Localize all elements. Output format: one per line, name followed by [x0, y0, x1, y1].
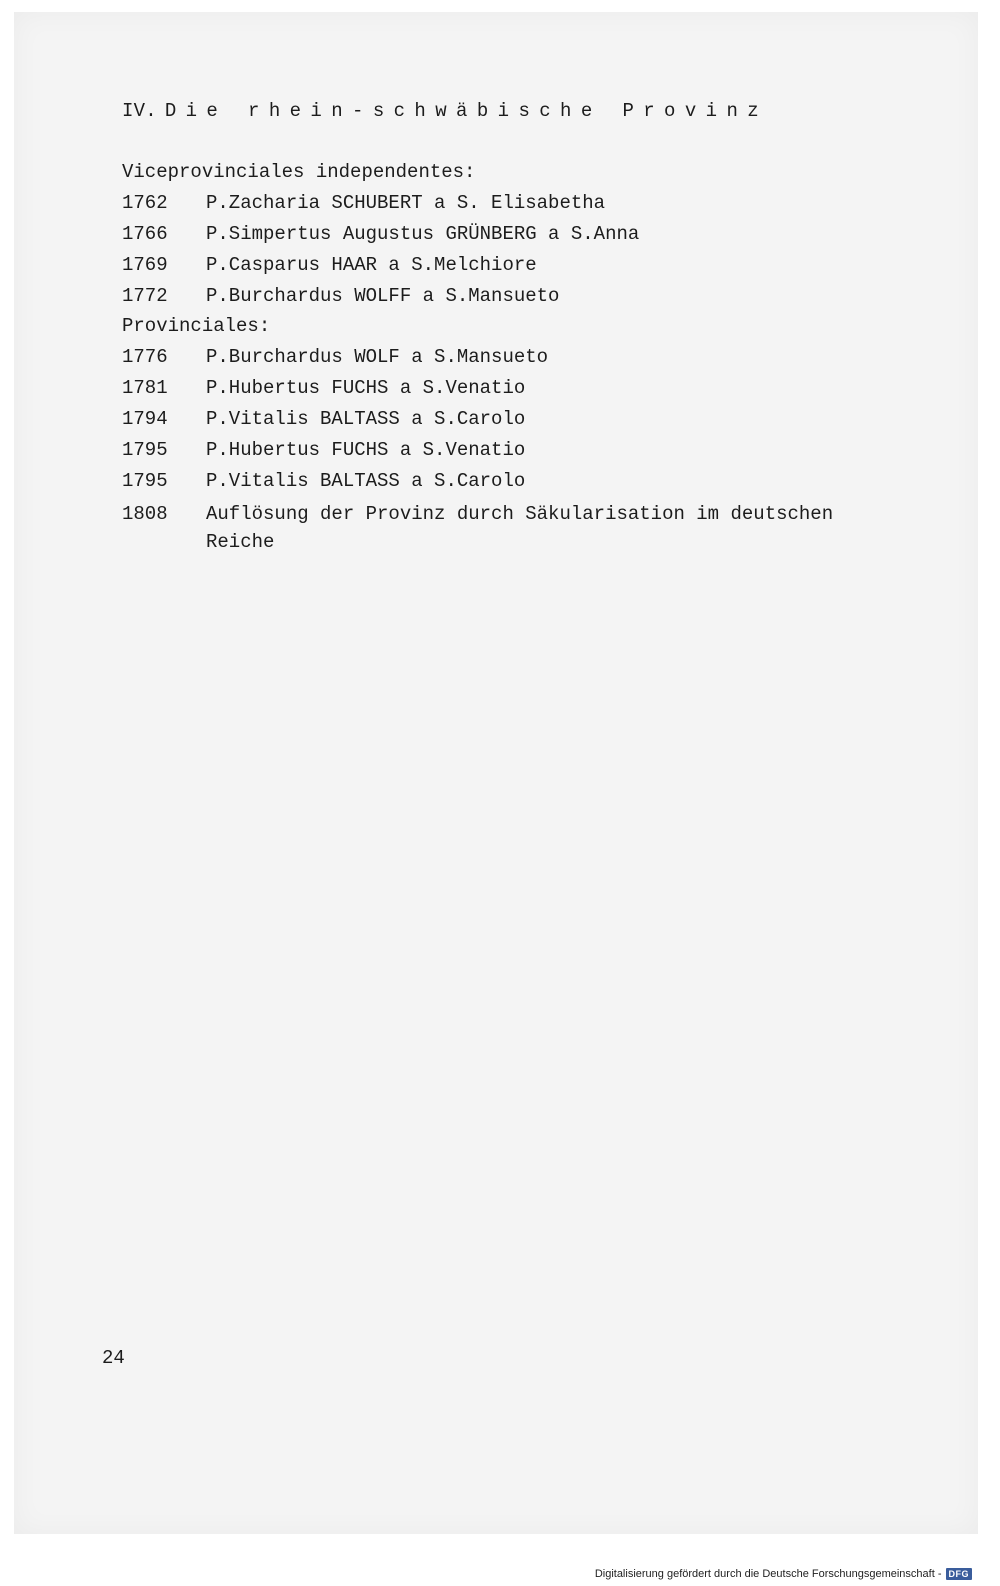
- entry-name: P.Burchardus WOLF a S.Mansueto: [206, 346, 549, 368]
- entry-name: P.Burchardus WOLFF a S.Mansueto: [206, 285, 560, 307]
- entry-name: P.Vitalis BALTASS a S.Carolo: [206, 408, 526, 430]
- list-item: [122, 254, 537, 276]
- heading-title: Die rhein-schwäbische Provinz: [164, 100, 769, 122]
- entry-year: 1781: [122, 377, 168, 399]
- heading-numeral: IV.: [122, 100, 157, 122]
- entry-year: 1769: [122, 254, 168, 276]
- entry-year: 1776: [122, 346, 168, 368]
- list-item: [122, 408, 525, 430]
- entry-year: 1794: [122, 408, 168, 430]
- entry-year: 1808: [122, 503, 168, 525]
- list-item: [122, 285, 559, 307]
- digitization-credit: [595, 1568, 972, 1580]
- list-item: [122, 470, 525, 492]
- list-item: [122, 503, 833, 525]
- entry-name: Auflösung der Provinz durch Säkularisation im deutschen: [206, 503, 834, 525]
- entry-year: 1762: [122, 192, 168, 214]
- section-label-provinciales: Provinciales:: [122, 315, 271, 337]
- entry-name: P.Hubertus FUCHS a S.Venatio: [206, 439, 526, 461]
- page-number: 24: [102, 1347, 125, 1369]
- list-item: [122, 192, 605, 214]
- entry-name: P.Vitalis BALTASS a S.Carolo: [206, 470, 526, 492]
- entry-year: 1766: [122, 223, 168, 245]
- entry-year: 1795: [122, 439, 168, 461]
- list-item: [122, 346, 548, 368]
- list-item: [122, 377, 525, 399]
- list-item: [122, 439, 525, 461]
- credit-text: Digitalisierung gefördert durch die Deutsche Forschungsgemeinschaft -: [594, 1568, 942, 1580]
- entry-name: P.Casparus HAAR a S.Melchiore: [206, 254, 537, 276]
- section-heading: [122, 100, 768, 122]
- entry-year: 1772: [122, 285, 168, 307]
- list-item: [122, 223, 639, 245]
- entry-name: P.Zacharia SCHUBERT a S. Elisabetha: [206, 192, 606, 214]
- entry-name: P.Simpertus Augustus GRÜNBERG a S.Anna: [206, 223, 640, 245]
- entry-year: 1795: [122, 470, 168, 492]
- entry-name: P.Hubertus FUCHS a S.Venatio: [206, 377, 526, 399]
- dfg-logo-icon: DFG: [946, 1568, 973, 1580]
- entry-continuation: Reiche: [206, 531, 275, 553]
- section-label-viceprovinciales: Viceprovinciales independentes:: [122, 161, 476, 183]
